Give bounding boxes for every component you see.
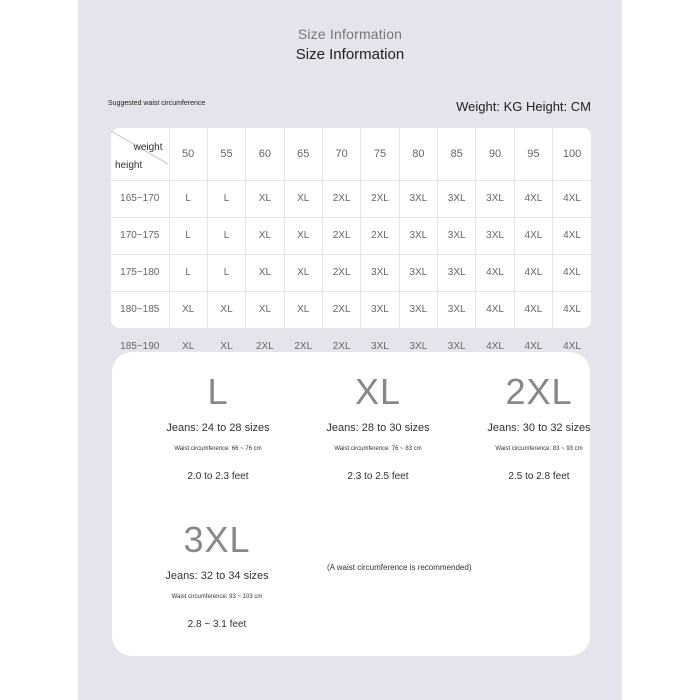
- table-row: [111, 180, 591, 217]
- waist-note: Suggested waist circumference: [108, 100, 206, 107]
- size-label: 2XL: [505, 371, 573, 412]
- size-cell: 4XL: [514, 254, 552, 291]
- units-note: Weight: KG Height: CM: [456, 99, 591, 114]
- size-cell: 3XL: [438, 254, 476, 291]
- size-cell: 4XL: [476, 291, 514, 328]
- size-cell: 2XL: [322, 291, 360, 328]
- weight-header: 90: [476, 128, 514, 180]
- feet-range: 2.0 to 2.3 feet: [187, 471, 249, 482]
- weight-header: 70: [322, 128, 360, 180]
- height-cell: 170~175: [111, 217, 169, 254]
- corner-diagonal: [111, 128, 169, 180]
- weight-header: 65: [284, 128, 322, 180]
- title-dark: Size Information: [295, 46, 405, 63]
- size-cell: L: [207, 180, 245, 217]
- size-info-panel: [78, 0, 622, 700]
- size-cell: XL: [284, 180, 322, 217]
- jeans-size: Jeans: 28 to 30 sizes: [326, 422, 430, 434]
- size-table-card: [111, 128, 591, 353]
- height-cell: 175~180: [111, 254, 169, 291]
- recommendation-note: (A waist circumference is recommended): [327, 563, 472, 572]
- size-label: L: [207, 371, 229, 412]
- size-cell: XL: [284, 217, 322, 254]
- size-cell: 3XL: [399, 217, 437, 254]
- size-cell: XL: [246, 217, 284, 254]
- size-cell: 3XL: [361, 328, 399, 365]
- height-cell: 180~185: [111, 291, 169, 328]
- size-cell: 2XL: [322, 180, 360, 217]
- size-cell: XL: [207, 328, 245, 365]
- size-cell: XL: [169, 291, 207, 328]
- size-cell: 4XL: [514, 328, 552, 365]
- jeans-size: Jeans: 30 to 32 sizes: [487, 422, 591, 434]
- size-cell: 3XL: [438, 217, 476, 254]
- weight-header: 80: [399, 128, 437, 180]
- size-cell: 2XL: [361, 180, 399, 217]
- size-cell: 4XL: [553, 291, 591, 328]
- size-cell: 2XL: [246, 328, 284, 365]
- size-cell: 2XL: [361, 217, 399, 254]
- corner-height-label: height: [115, 160, 143, 171]
- waist-range: Waist circumference: 83 ~ 93 cm: [495, 446, 583, 452]
- height-cell: 185~190: [111, 328, 169, 365]
- table-corner: [111, 128, 169, 180]
- weight-header: 85: [438, 128, 476, 180]
- size-cell: XL: [284, 291, 322, 328]
- size-block-3xl: [147, 520, 287, 630]
- size-cell: 4XL: [514, 180, 552, 217]
- size-cell: 3XL: [399, 180, 437, 217]
- corner-weight-label: weight: [133, 142, 163, 153]
- feet-range: 2.8 ~ 3.1 feet: [187, 619, 247, 630]
- jeans-size: Jeans: 24 to 28 sizes: [166, 422, 270, 434]
- size-cell: 3XL: [438, 180, 476, 217]
- size-cell: 3XL: [476, 217, 514, 254]
- size-cell: 3XL: [361, 291, 399, 328]
- size-cell: L: [207, 254, 245, 291]
- size-cell: 4XL: [553, 217, 591, 254]
- size-cell: L: [169, 180, 207, 217]
- title-gray: Size Information: [297, 26, 403, 42]
- size-block-xl: [308, 372, 448, 482]
- size-cell: 4XL: [563, 341, 581, 353]
- size-label: 3XL: [183, 519, 251, 560]
- weight-header: 95: [514, 128, 552, 180]
- weight-header: 55: [207, 128, 245, 180]
- size-cell: 3XL: [476, 180, 514, 217]
- weight-header: 75: [361, 128, 399, 180]
- size-cell: 2XL: [322, 254, 360, 291]
- size-cell: XL: [246, 180, 284, 217]
- size-cell: 4XL: [553, 254, 591, 291]
- size-block-l: [148, 372, 288, 482]
- waist-range: Waist circumference: 93 ~ 103 cm: [171, 594, 263, 600]
- size-cell: 4XL: [514, 291, 552, 328]
- size-cell: 4XL: [476, 328, 514, 365]
- table-row: [111, 254, 591, 291]
- size-details-card: [112, 352, 590, 656]
- size-cell: 2XL: [322, 328, 360, 365]
- size-cell: L: [207, 217, 245, 254]
- size-cell: 3XL: [399, 254, 437, 291]
- size-table: [111, 128, 591, 365]
- size-cell: XL: [246, 254, 284, 291]
- size-cell: XL: [246, 291, 284, 328]
- feet-range: 2.5 to 2.8 feet: [508, 471, 570, 482]
- waist-range: Waist circumference: 76 ~ 83 cm: [334, 446, 422, 452]
- size-cell: 4XL: [476, 254, 514, 291]
- size-label: XL: [354, 371, 402, 412]
- table-header-row: [111, 128, 591, 180]
- size-cell: XL: [284, 254, 322, 291]
- waist-range: Waist circumference: 66 ~ 76 cm: [174, 446, 262, 452]
- size-cell: 3XL: [438, 291, 476, 328]
- size-cell: 3XL: [399, 328, 437, 365]
- size-cell: 2XL: [284, 328, 322, 365]
- table-row: [111, 217, 591, 254]
- size-cell: 4XL: [553, 180, 591, 217]
- feet-range: 2.3 to 2.5 feet: [347, 471, 409, 482]
- size-block-2xl: [469, 372, 609, 482]
- size-cell: XL: [169, 328, 207, 365]
- jeans-size: Jeans: 32 to 34 sizes: [165, 570, 269, 582]
- size-cell: XL: [207, 291, 245, 328]
- height-cell: 165~170: [111, 180, 169, 217]
- weight-header: 60: [246, 128, 284, 180]
- size-cell: 2XL: [322, 217, 360, 254]
- weight-header: 100: [553, 128, 591, 180]
- size-cell: 3XL: [399, 291, 437, 328]
- size-cell: 3XL: [438, 328, 476, 365]
- size-cell: 3XL: [361, 254, 399, 291]
- size-cell: 4XL: [514, 217, 552, 254]
- weight-header: 50: [169, 128, 207, 180]
- size-cell: L: [169, 217, 207, 254]
- size-cell: L: [169, 254, 207, 291]
- table-row: [111, 291, 591, 328]
